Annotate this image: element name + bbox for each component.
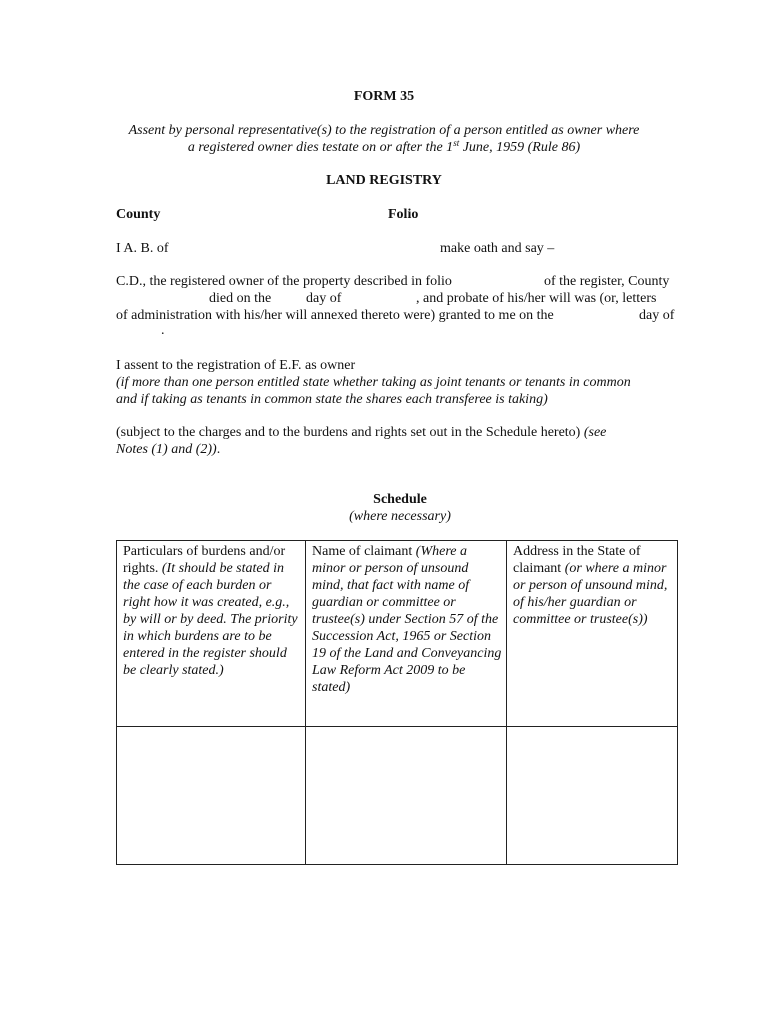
schedule-cell-burdens[interactable] bbox=[117, 727, 306, 865]
schedule-cell-address[interactable] bbox=[507, 727, 678, 865]
oath-prefix: I A. B. of bbox=[116, 241, 169, 256]
form-title: FORM 35 bbox=[353, 89, 415, 104]
schedule-header-row bbox=[117, 541, 678, 727]
schedule-cell-claimant[interactable] bbox=[306, 727, 507, 865]
schedule-header-burdens: Particulars of burdens and/or rights. (It should be stated in the case of each burden or right how it was created, e.g., by will or by deed. The priority in which burdens are to be entered in the register should be clearly stated.) bbox=[117, 541, 306, 727]
schedule-title: Schedule bbox=[373, 492, 427, 507]
folio-label: Folio bbox=[388, 207, 419, 222]
schedule-table bbox=[116, 540, 678, 865]
form-subtitle bbox=[0, 122, 768, 156]
schedule-header-claimant: Name of claimant (Where a minor or person of unsound mind, that fact with name of guardian or committee or trustee(s) under Section 57 of the Succession Act, 1965 or Section 19 of the Land and Conveyancing Law Reform Act 2009 to be stated) bbox=[306, 541, 507, 727]
schedule-subtitle: (where necessary) bbox=[349, 509, 451, 524]
section-heading: LAND REGISTRY bbox=[326, 173, 442, 188]
schedule-entry-row bbox=[117, 727, 678, 865]
schedule-header-address: Address in the State of claimant (or where a minor or person of unsound mind, of his/her guardian or committee or trustee(s)) bbox=[507, 541, 678, 727]
form-subtitle-line1: Assent by personal representative(s) to the registration of a person entitled as owner where bbox=[128, 123, 640, 138]
county-label: County bbox=[116, 207, 161, 222]
oath-suffix: make oath and say – bbox=[440, 241, 555, 256]
form-subtitle-line2: a registered owner dies testate on or after the 1st June, 1959 (Rule 86) bbox=[187, 138, 581, 155]
